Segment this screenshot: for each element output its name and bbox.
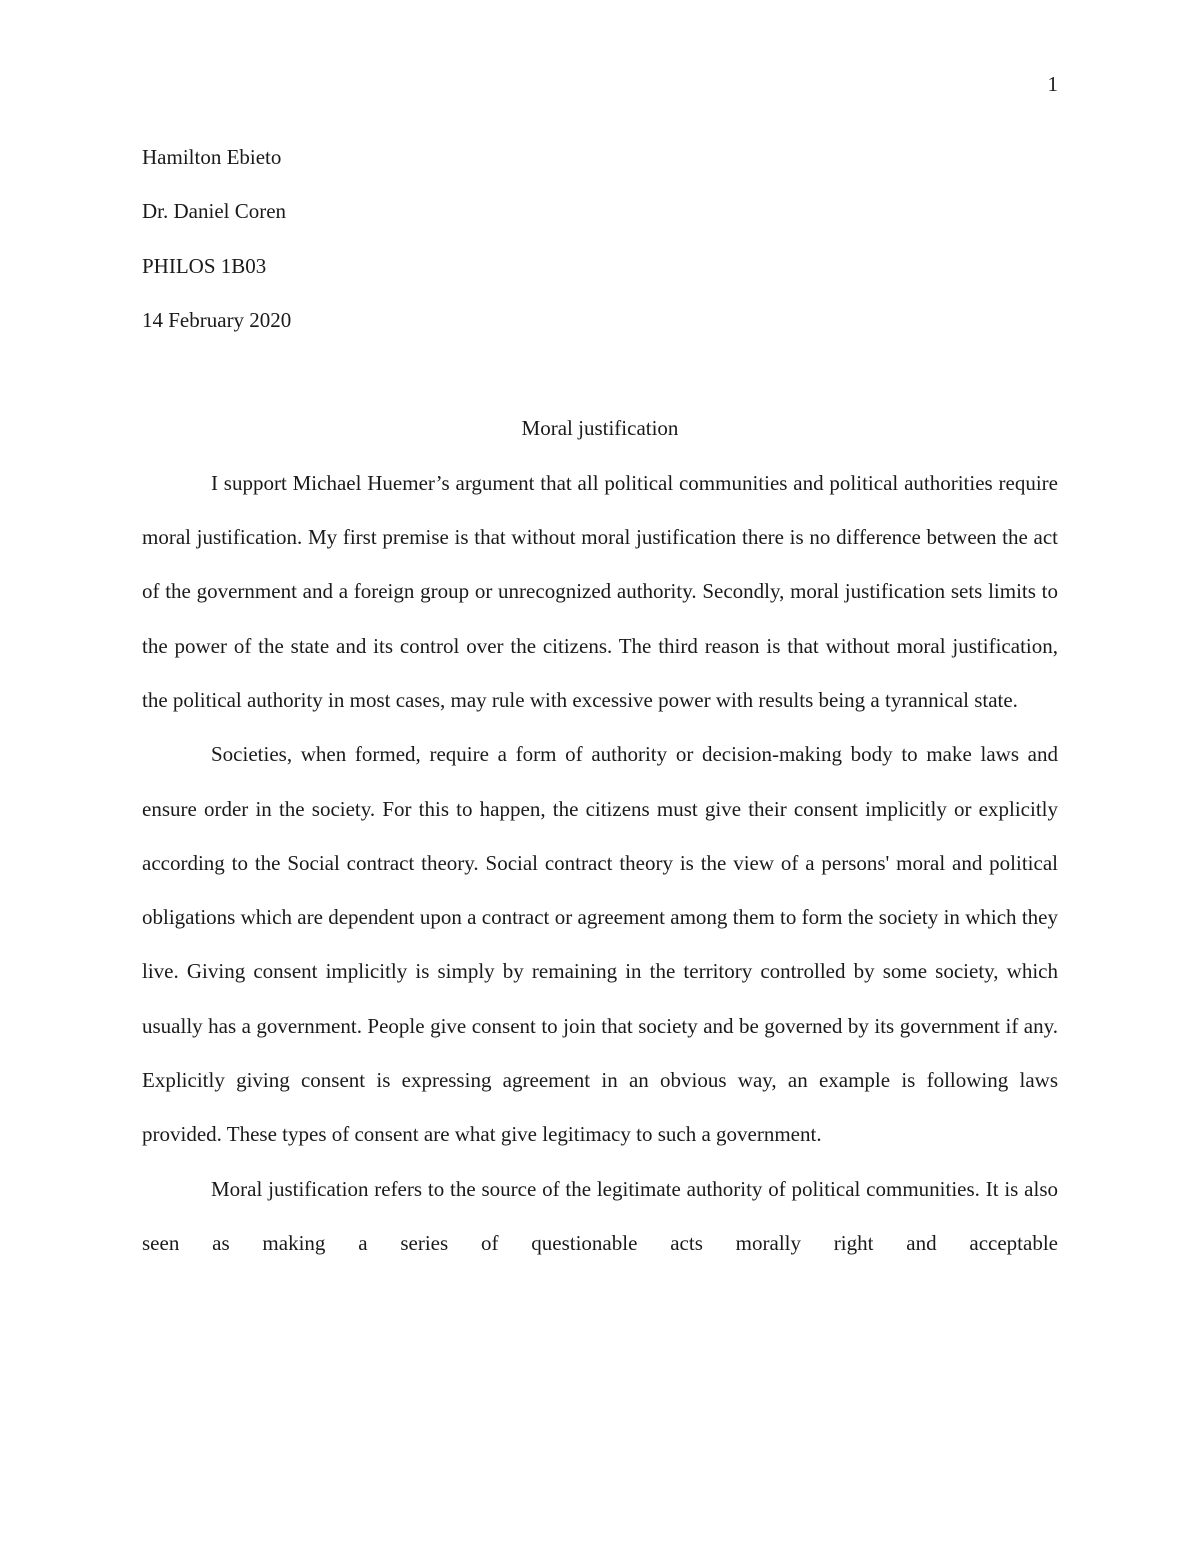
page-number: 1 <box>1047 72 1058 96</box>
course-code: PHILOS 1B03 <box>142 253 267 278</box>
submission-date: 14 February 2020 <box>142 307 292 332</box>
author-name: Hamilton Ebieto <box>142 145 282 169</box>
document-body <box>142 130 1058 1270</box>
paragraph-1: I support Michael Huemer’s argument that all political communities and political authorities require moral justification. My first premise is that without moral justification there is no difference between the act of the government and a foreign group or unrecognized authority. Secondly, moral justification sets limits to the power of the state and its control over the citizens. The third reason is that without moral justification, the political authority in most cases, may rule with excessive power with results being a tyrannical state. <box>142 470 1058 712</box>
paragraph-2: Societies, when formed, require a form of authority or decision-making body to make laws and ensure order in the society. For this to happen, the citizens must give their consent implicitly or explicitly according to the Social contract theory. Social contract theory is the view of a persons' moral and political obligations which are dependent upon a contract or agreement among them to form the society in which they live. Giving consent implicitly is simply by remaining in the territory controlled by some society, which usually has a government. People give consent to join that society and be governed by its government if any. Explicitly giving consent is expressing agreement in an obvious way, an example is following laws provided. These types of consent are what give legitimacy to such a government. <box>142 742 1058 1147</box>
document-title: Moral justification <box>521 416 679 441</box>
paragraph-3: Moral justification refers to the source of the legitimate authority of political communities. It is also seen as making a series of questionable acts morally right and acceptable <box>142 1176 1058 1255</box>
blank-line <box>142 347 1058 401</box>
instructor-name: Dr. Daniel Coren <box>142 199 287 224</box>
